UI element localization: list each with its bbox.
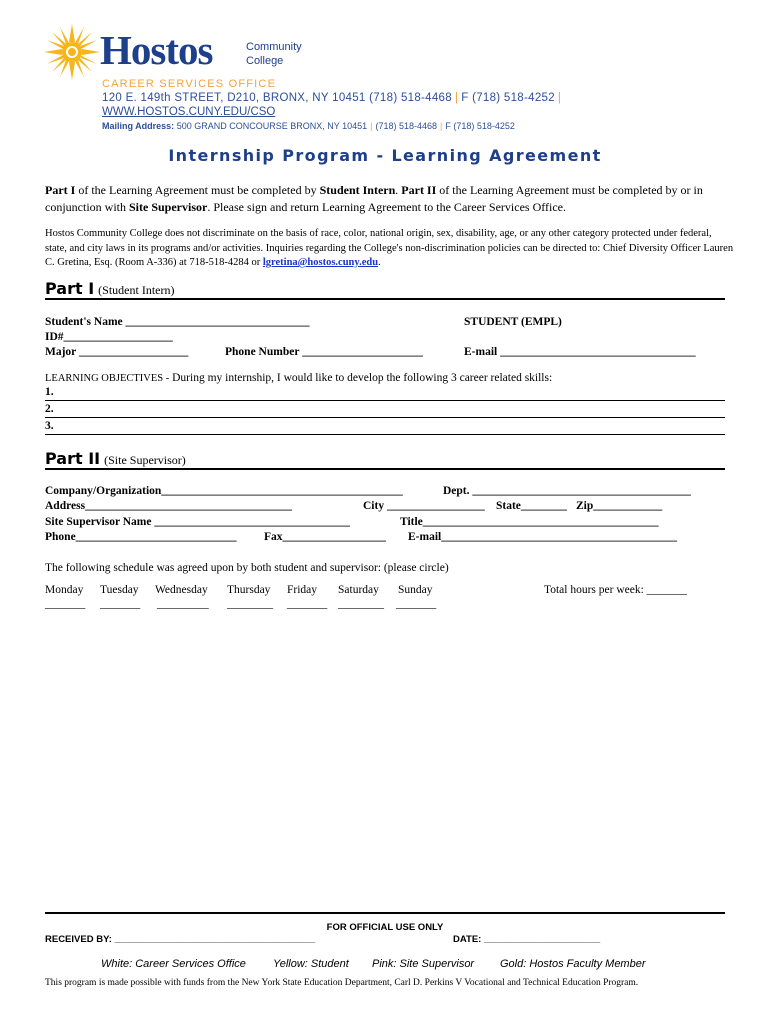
copy-gold: Gold: Hostos Faculty Member <box>500 958 646 970</box>
part2-divider <box>45 468 725 470</box>
day-thursday[interactable]: Thursday <box>227 584 271 596</box>
monday-hours-blank[interactable]: _______ <box>45 598 86 610</box>
address-field[interactable]: Address____________________________________ <box>45 500 293 512</box>
policy-email-link[interactable]: lgretina@hostos.cuny.edu <box>262 257 379 268</box>
company-field[interactable]: Company/Organization__________________________________________ <box>45 485 403 497</box>
intro-bold-part1: Part I <box>45 183 76 197</box>
copy-pink: Pink: Site Supervisor <box>372 958 475 970</box>
part1-heading <box>45 279 174 298</box>
total-hours-field[interactable]: Total hours per week: _______ <box>544 584 687 596</box>
website-link[interactable]: WWW.HOSTOS.CUNY.EDU/CSO <box>102 106 276 118</box>
official-date-field[interactable]: DATE: ______________________ <box>453 934 601 945</box>
day-monday[interactable]: Monday <box>45 584 84 596</box>
mailing-separator-2: | <box>440 121 443 131</box>
logo-subtitle-community: Community <box>246 41 302 53</box>
address-street: 120 E. 149th STREET, D210, BRONX, NY 10451 (718) 518-4468 <box>102 92 452 104</box>
student-empl-label: STUDENT (EMPL) <box>464 316 562 328</box>
intro-text-2: . <box>395 183 402 197</box>
supervisor-title-field[interactable]: Title_________________________________________ <box>400 516 659 528</box>
document-title: Internship Program - Learning Agreement <box>168 146 602 165</box>
student-name-field[interactable]: Student's Name ________________________________ <box>45 316 310 328</box>
intro-text-4: . Please sign and return Learning Agreement to the Career Services Office. <box>207 200 566 214</box>
office-address <box>102 92 564 104</box>
objective-3-line[interactable] <box>45 434 725 435</box>
copy-yellow: Yellow: Student <box>273 958 349 970</box>
objective-1-label: 1. <box>45 386 54 398</box>
city-field[interactable]: City _________________ <box>363 500 485 512</box>
objective-1-line[interactable] <box>45 400 725 401</box>
sunday-hours-blank[interactable]: _______ <box>396 598 437 610</box>
wednesday-hours-blank[interactable]: _________ <box>157 598 209 610</box>
address-separator: | <box>454 92 459 104</box>
part1-subtitle: (Student Intern) <box>98 283 175 297</box>
student-email-field[interactable]: E-mail __________________________________ <box>464 346 696 358</box>
major-field[interactable]: Major ___________________ <box>45 346 189 358</box>
official-use-heading: FOR OFFICIAL USE ONLY <box>326 922 444 933</box>
address-fax: F (718) 518-4252 <box>461 92 555 104</box>
objective-2-label: 2. <box>45 403 54 415</box>
address-tail-separator: | <box>557 92 562 104</box>
state-field[interactable]: State________ <box>496 500 567 512</box>
dept-field[interactable]: Dept. ______________________________________ <box>443 485 691 497</box>
part1-title: Part I <box>45 279 95 298</box>
mailing-address <box>102 121 515 131</box>
intro-bold-student-intern: Student Intern <box>319 183 396 197</box>
friday-hours-blank[interactable]: _______ <box>287 598 328 610</box>
mailing-street: 500 GRAND CONCOURSE BRONX, NY 10451 <box>176 121 368 131</box>
objective-2-line[interactable] <box>45 417 725 418</box>
policy-text: Hostos Community College does not discriminate on the basis of race, color, national origin, sex, disability, age, or any other category protected under federal, state, and city laws in its programs and/or activities. Inquiries regarding the College's non-discrimination policies can be directed to: Chief Diversity Officer Lauren C. Gretina, Esq. (Room A-336) at 718-518-4284 or <box>45 228 734 268</box>
supervisor-email-field[interactable]: E-mail_________________________________________ <box>408 531 677 543</box>
day-wednesday[interactable]: Wednesday <box>155 584 208 596</box>
instructions-paragraph <box>45 182 735 216</box>
office-name: CAREER SERVICES OFFICE <box>102 78 277 90</box>
copy-white: White: Career Services Office <box>101 958 246 970</box>
day-friday[interactable]: Friday <box>287 584 318 596</box>
objectives-label: LEARNING OBJECTIVES - <box>45 373 170 384</box>
official-divider <box>45 912 725 914</box>
day-saturday[interactable]: Saturday <box>338 584 379 596</box>
part1-divider <box>45 298 725 300</box>
intro-bold-part2: Part II <box>401 183 437 197</box>
schedule-intro: The following schedule was agreed upon by both student and supervisor: (please circle) <box>45 562 449 574</box>
received-by-field[interactable]: RECEIVED BY: ______________________________________ <box>45 934 316 945</box>
intro-text-1: of the Learning Agreement must be completed by <box>75 183 320 197</box>
intro-text-3: of the Learning Agreement must be completed by or in conjunction with <box>45 183 703 214</box>
mailing-fax: F (718) 518-4252 <box>445 121 515 131</box>
mailing-separator: | <box>370 121 373 131</box>
objective-3-label: 3. <box>45 420 54 432</box>
part2-title: Part II <box>45 449 101 468</box>
day-tuesday[interactable]: Tuesday <box>100 584 139 596</box>
logo-wordmark: Hostos <box>100 27 213 73</box>
mailing-label: Mailing Address: <box>102 121 175 131</box>
supervisor-fax-field[interactable]: Fax__________________ <box>264 531 387 543</box>
objectives-text: During my internship, I would like to develop the following 3 career related skills: <box>169 372 553 384</box>
phone-number-field[interactable]: Phone Number _____________________ <box>225 346 423 358</box>
hostos-sun-logo <box>44 24 100 80</box>
supervisor-phone-field[interactable]: Phone____________________________ <box>45 531 237 543</box>
day-sunday[interactable]: Sunday <box>398 584 433 596</box>
policy-end: . <box>378 257 381 268</box>
student-id-field[interactable]: ID#___________________ <box>45 331 173 343</box>
zip-field[interactable]: Zip____________ <box>576 500 663 512</box>
funding-footnote: This program is made possible with funds from the New York State Education Department, Carl D. Perkins V Vocational and Technical Education Program. <box>45 978 639 988</box>
part2-subtitle: (Site Supervisor) <box>104 453 186 467</box>
tuesday-hours-blank[interactable]: _______ <box>100 598 141 610</box>
non-discrimination-policy <box>45 227 735 271</box>
saturday-hours-blank[interactable]: ________ <box>338 598 384 610</box>
intro-bold-site-supervisor: Site Supervisor <box>129 200 208 214</box>
logo-subtitle-college: College <box>246 55 284 67</box>
mailing-phone: (718) 518-4468 <box>375 121 437 131</box>
learning-objectives-prompt <box>45 372 552 384</box>
part2-heading <box>45 449 186 468</box>
thursday-hours-blank[interactable]: ________ <box>227 598 273 610</box>
site-supervisor-name-field[interactable]: Site Supervisor Name __________________________________ <box>45 516 350 528</box>
